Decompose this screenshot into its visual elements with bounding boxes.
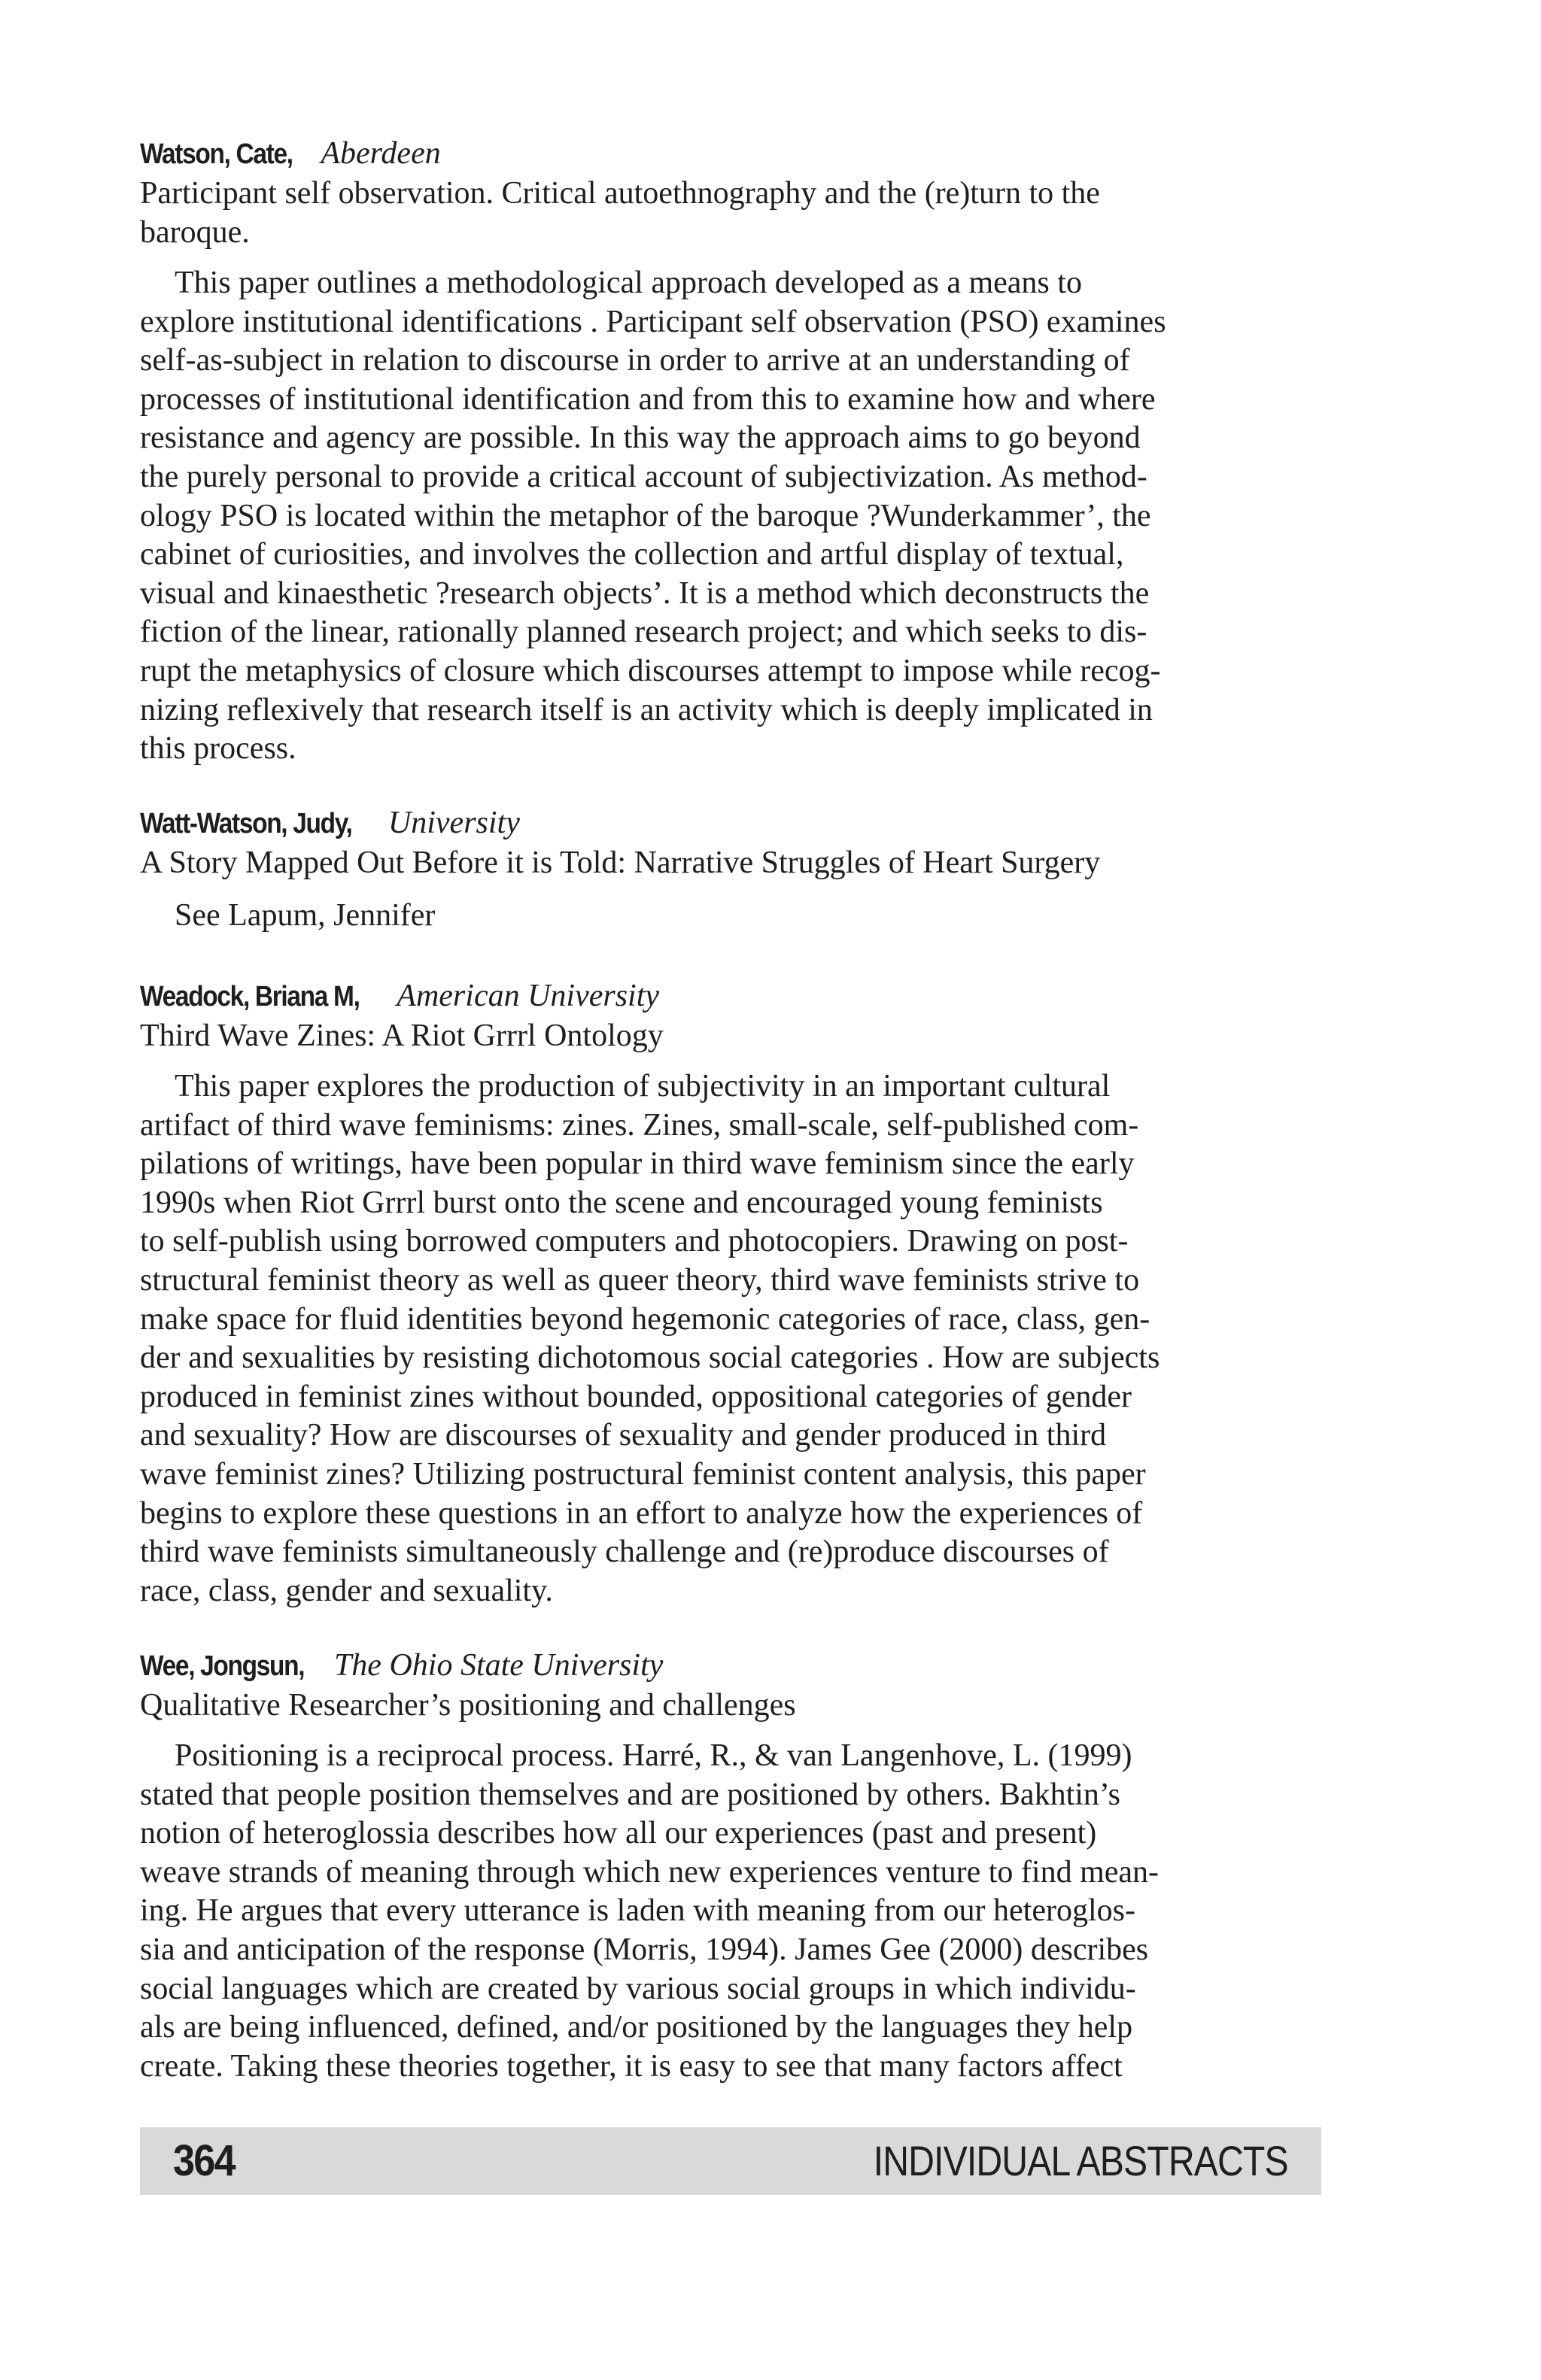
abstract-line: this process.: [140, 731, 296, 767]
author-line: [140, 134, 1166, 174]
author-affiliation: The Ohio State University: [333, 1648, 664, 1683]
abstract-text: [140, 1737, 1159, 2086]
abstract-line: race, class, gender and sexuality.: [140, 1573, 553, 1608]
abstract-text: [140, 1067, 1160, 1610]
abstract-line: structural feminist theory as well as queer theory, third wave feminists strive to: [140, 1262, 1140, 1298]
abstract-line: notion of heteroglossia describes how all our experiences (past and present): [140, 1816, 1097, 1851]
abstract-line: third wave feminists simultaneously challenge and (re)produce discourses of: [140, 1535, 1109, 1570]
abstract-line: cabinet of curiosities, and involves the collection and artful display of textual,: [140, 537, 1124, 572]
paper-title: [140, 1686, 1159, 1725]
abstract-entry: [140, 134, 1166, 769]
abstract-line: to self-publish using borrowed computers and photocopiers. Drawing on post-: [140, 1224, 1129, 1259]
abstract-line: als are being influenced, defined, and/or positioned by the languages they help: [140, 2010, 1133, 2045]
author-line: [140, 1646, 1159, 1686]
abstract-line: This paper explores the production of subjectivity in an important cultural: [175, 1069, 1111, 1103]
abstract-line: processes of institutional identification and from this to examine how and where: [140, 381, 1156, 417]
title-line: Qualitative Researcher’s positioning and challenges: [140, 1688, 796, 1723]
abstract-line: rupt the metaphysics of closure which discourses attempt to impose while recog-: [140, 653, 1161, 688]
abstract-line: ology PSO is located within the metaphor of the baroque ?Wunderkammer’, the: [140, 498, 1151, 533]
author-name: Wee, Jongsun,: [140, 1650, 305, 1682]
abstract-line: begins to explore these questions in an effort to analyze how the experiences of: [140, 1495, 1143, 1531]
abstract-line: Positioning is a reciprocal process. Harré, R., & van Langenhove, L. (1999): [175, 1738, 1132, 1773]
abstract-line: weave strands of meaning through which new experiences venture to find mean-: [140, 1854, 1160, 1890]
abstract-line: ing. He argues that every utterance is laden with meaning from our heteroglos-: [140, 1893, 1135, 1929]
abstract-line: explore institutional identifications . Participant self observation (PSO) examines: [140, 304, 1166, 339]
abstract-line: the purely personal to provide a critical account of subjectivization. As method-: [140, 459, 1147, 494]
abstract-entry: [140, 976, 1160, 1610]
title-line: Participant self observation. Critical autoethnography and the (re)turn to the: [140, 176, 1100, 211]
abstract-line: resistance and agency are possible. In this way the approach aims to go beyond: [140, 420, 1141, 456]
abstract-line: make space for fluid identities beyond hegemonic categories of race, class, gen-: [140, 1301, 1150, 1337]
section-label: INDIVIDUAL ABSTRACTS: [873, 2137, 1288, 2184]
abstract-entry: [140, 1646, 1159, 2086]
abstract-line: fiction of the linear, rationally planned research project; and which seeks to dis-: [140, 615, 1147, 650]
title-line: Third Wave Zines: A Riot Grrrl Ontology: [140, 1018, 664, 1053]
author-affiliation: University: [388, 806, 520, 840]
abstract-line: produced in feminist zines without bounded, oppositional categories of gender: [140, 1379, 1132, 1414]
abstract-line: nizing reflexively that research itself is an activity which is deeply implicated in: [140, 692, 1153, 727]
abstract-line: create. Taking these theories together, it is easy to see that many factors affect: [140, 2048, 1123, 2084]
title-line: baroque.: [140, 215, 250, 250]
author-name: Weadock, Briana M,: [140, 981, 360, 1012]
abstract-line: self-as-subject in relation to discourse in order to arrive at an understanding of: [140, 343, 1130, 378]
author-line: [140, 803, 1100, 843]
paper-title: [140, 843, 1100, 882]
abstract-line: pilations of writings, have been popular in third wave feminism since the early: [140, 1146, 1135, 1182]
see-also-reference: See Lapum, Jennifer: [175, 898, 436, 933]
page-footer: [140, 2127, 1321, 2195]
title-line: A Story Mapped Out Before it is Told: Narrative Struggles of Heart Surgery: [140, 845, 1101, 880]
abstract-line: and sexuality? How are discourses of sexuality and gender produced in third: [140, 1418, 1107, 1453]
abstract-text: [140, 264, 1166, 769]
abstract-line: der and sexualities by resisting dichotomous social categories . How are subjects: [140, 1340, 1160, 1376]
author-affiliation: Aberdeen: [321, 136, 441, 171]
abstract-line: sia and anticipation of the response (Morris, 1994). James Gee (2000) describes: [140, 1932, 1149, 1967]
abstract-line: stated that people position themselves and are positioned by others. Bakhtin’s: [140, 1777, 1120, 1812]
author-line: [140, 976, 1160, 1016]
abstract-line: wave feminist zines? Utilizing postructural feminist content analysis, this paper: [140, 1456, 1146, 1492]
abstract-line: artifact of third wave feminisms: zines. Zines, small-scale, self-published com-: [140, 1107, 1139, 1143]
author-name: Watt-Watson, Judy,: [140, 808, 352, 839]
abstract-entry: [140, 803, 1100, 935]
abstract-line: 1990s when Riot Grrrl burst onto the scene and encouraged young feminists: [140, 1185, 1103, 1220]
paper-title: [140, 1016, 1160, 1055]
page-number: 364: [173, 2136, 235, 2185]
author-affiliation: American University: [397, 979, 660, 1013]
author-name: Watson, Cate,: [140, 138, 293, 170]
abstract-line: This paper outlines a methodological approach developed as a means to: [175, 266, 1082, 300]
paper-title: [140, 174, 1166, 252]
abstract-line: social languages which are created by various social groups in which individu-: [140, 1971, 1136, 2006]
abstract-line: visual and kinaesthetic ?research objects’. It is a method which deconstructs the: [140, 575, 1150, 611]
